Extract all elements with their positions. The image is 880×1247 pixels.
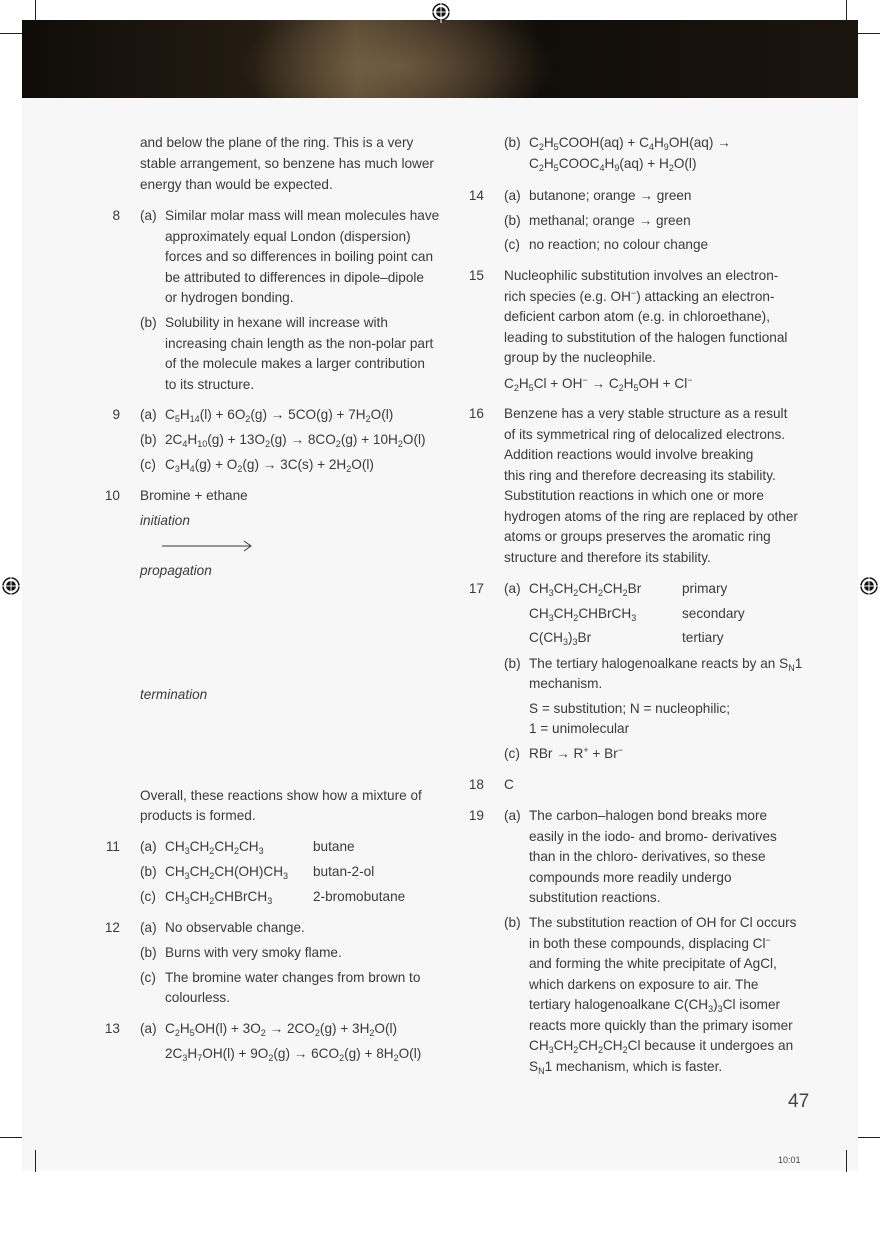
- answer-line: methanal; orange → green: [529, 213, 691, 228]
- answer-line: hydrogen atoms of the ring are replaced by other: [504, 509, 798, 524]
- formula: $CH_3CH_2CHBrCH_3$: [165, 889, 273, 906]
- answer-line: rich species (e.g. OH−) attacking an electron-: [504, 288, 775, 304]
- answer-line: mechanism.: [529, 676, 603, 691]
- answer-line: and forming the white precipitate of AgCl,: [529, 956, 777, 971]
- answer-line: leading to substitution of the halogen functional: [504, 330, 788, 345]
- answer-line: $CH_3CH_2CH_2CH_2Cl$ because it undergoes an: [529, 1038, 794, 1055]
- stage-label: termination: [140, 687, 208, 702]
- answer-line: to its structure.: [165, 377, 255, 392]
- answer-line: increasing chain length as the non-polar part: [165, 336, 434, 351]
- question-number: 11: [105, 839, 120, 854]
- answer-line: of the molecule makes a larger contribution: [165, 356, 425, 371]
- equation: $C_2H_5OH(l) + 3O_2 \to 2CO_2(g) + 3H_2O(l)$: [165, 1021, 398, 1038]
- answer-line: $S_N1$ mechanism, which is faster.: [529, 1059, 723, 1076]
- answer-line: deficient carbon atom (e.g. in chloroethane),: [504, 309, 770, 324]
- answer-line: C: [504, 777, 514, 792]
- part-label: (c): [140, 457, 156, 472]
- crop-mark: [0, 1137, 22, 1138]
- answer-line: The carbon–halogen bond breaks more: [529, 808, 768, 823]
- part-label: (c): [140, 970, 156, 985]
- answer-line: reacts more quickly than the primary isomer: [529, 1018, 793, 1033]
- answer-line: Similar molar mass will mean molecules have: [165, 208, 440, 223]
- question-number: 10: [104, 488, 120, 503]
- registration-mark-icon: [430, 1, 452, 23]
- answer-line: The tertiary halogenoalkane reacts by an $S_N1$: [529, 656, 803, 673]
- formula: $CH_3CH_2CH(OH)CH_3$: [165, 864, 289, 881]
- question-number: 17: [468, 581, 484, 596]
- answer-line: substitution reactions.: [529, 890, 661, 905]
- question-number: 18: [468, 777, 484, 792]
- header-glow: [22, 20, 858, 98]
- equation: RBr → R+ + Br−: [529, 745, 623, 761]
- answer-line: which darkens on exposure to air. The: [529, 977, 759, 992]
- answer-line: colourless.: [165, 990, 230, 1005]
- part-label: (c): [140, 889, 156, 904]
- stage-label: propagation: [140, 563, 212, 578]
- part-label: (b): [140, 945, 157, 960]
- answer-line: or hydrogen bonding.: [165, 290, 294, 305]
- answer-line: of its symmetrical ring of delocalized electrons.: [504, 427, 786, 442]
- part-label: (b): [504, 213, 521, 228]
- part-label: (a): [140, 920, 157, 935]
- answer-line: compounds more readily undergo: [529, 870, 732, 885]
- question-number: 9: [112, 407, 120, 422]
- timestamp: 10:01: [778, 1155, 801, 1165]
- answer-line: group by the nucleophile.: [504, 350, 656, 365]
- answer-line: products is formed.: [140, 808, 256, 823]
- answer-line: Overall, these reactions show how a mixture of: [140, 788, 422, 803]
- equation: $2C_3H_7OH(l) + 9O_2(g) \to 6CO_2(g) + 8H_2O(l)$: [165, 1046, 422, 1063]
- question-number: 16: [468, 406, 484, 421]
- equation: $C_2H_5Cl + OH^- \to C_2H_5OH + Cl^-$: [504, 375, 693, 393]
- part-label: (c): [504, 746, 520, 761]
- halogenoalkane-type: secondary: [682, 606, 745, 621]
- crop-mark: [846, 1150, 847, 1172]
- answer-line: easily in the iodo- and bromo- derivatives: [529, 829, 777, 844]
- answer-line: No observable change.: [165, 920, 305, 935]
- part-label: (a): [140, 1021, 157, 1036]
- formula: $CH_3CH_2CHBrCH_3$: [529, 606, 637, 623]
- answer-line: tertiary halogenoalkane $C(CH_3)_3Cl$ isomer: [529, 997, 781, 1014]
- part-label: (b): [504, 135, 521, 150]
- question-number: 12: [104, 920, 120, 935]
- part-label: (a): [140, 407, 157, 422]
- question-number: 15: [468, 268, 484, 283]
- intro-line: and below the plane of the ring. This is a very: [140, 135, 414, 150]
- answer-line: Bromine + ethane: [140, 488, 248, 503]
- formula: $CH_3CH_2CH_2CH_3$: [165, 839, 264, 856]
- answer-line: than in the chloro- derivatives, so these: [529, 849, 766, 864]
- answer-line: approximately equal London (dispersion): [165, 229, 411, 244]
- equation: $C_2H_5COOC_4H_9(aq) + H_2O(l)$: [529, 156, 697, 173]
- equation: $2C_4H_{10}(g) + 13O_2(g) \to 8CO_2(g) + 10H_2O(l)$: [165, 432, 426, 449]
- crop-mark: [35, 1150, 36, 1172]
- answer-line: this ring and therefore decreasing its stability.: [504, 468, 776, 483]
- equation: $C_2H_5COOH(aq) + C_4H_9OH(aq)$ →: [529, 135, 731, 152]
- question-number: 19: [468, 808, 484, 823]
- question-number: 13: [104, 1021, 120, 1036]
- crop-mark: [35, 0, 36, 22]
- reaction-arrow-icon: [162, 540, 254, 552]
- halogenoalkane-type: primary: [682, 581, 728, 596]
- answer-line: Benzene has a very stable structure as a result: [504, 406, 788, 421]
- answer-line: no reaction; no colour change: [529, 237, 709, 252]
- part-label: (a): [140, 208, 157, 223]
- answer-line: Solubility in hexane will increase with: [165, 315, 388, 330]
- answer-line: Substitution reactions in which one or more: [504, 488, 764, 503]
- answer-line: Burns with very smoky flame.: [165, 945, 342, 960]
- part-label: (b): [504, 656, 521, 671]
- crop-mark: [0, 33, 22, 34]
- compound-name: butane: [313, 839, 355, 854]
- registration-mark-icon: [0, 575, 22, 597]
- answer-line: atoms or groups preserves the aromatic ring: [504, 529, 771, 544]
- equation: $C_5H_{14}(l) + 6O_2(g) \to 5CO(g) + 7H_2O(l)$: [165, 407, 394, 424]
- part-label: (b): [140, 864, 157, 879]
- crop-mark: [858, 33, 880, 34]
- part-label: (a): [504, 188, 521, 203]
- answer-line: forces and so differences in boiling point can: [165, 249, 434, 264]
- formula: $CH_3CH_2CH_2CH_2Br$: [529, 581, 642, 598]
- answer-line: S = substitution; N = nucleophilic;: [529, 701, 730, 716]
- part-label: (a): [504, 808, 521, 823]
- question-number: 14: [468, 188, 484, 203]
- answer-line: be attributed to differences in dipole–dipole: [165, 270, 424, 285]
- answer-line: Nucleophilic substitution involves an electron-: [504, 268, 779, 283]
- answer-line: in both these compounds, displacing Cl−: [529, 935, 771, 951]
- intro-line: stable arrangement, so benzene has much lower: [140, 156, 434, 171]
- equation: $C_3H_4(g) + O_2(g) \to 3C(s) + 2H_2O(l)$: [165, 457, 374, 474]
- compound-name: butan-2-ol: [313, 864, 375, 879]
- compound-name: 2-bromobutane: [313, 889, 406, 904]
- question-number: 8: [112, 208, 120, 223]
- part-label: (a): [504, 581, 521, 596]
- part-label: (b): [140, 432, 157, 447]
- answer-line: Addition reactions would involve breaking: [504, 447, 754, 462]
- intro-line: energy than would be expected.: [140, 177, 333, 192]
- answer-line: The substitution reaction of OH for Cl occurs: [529, 915, 797, 930]
- registration-mark-icon: [858, 575, 880, 597]
- stage-label: initiation: [140, 513, 190, 528]
- answer-line: 1 = unimolecular: [529, 721, 630, 736]
- crop-mark: [846, 0, 847, 22]
- crop-mark: [858, 1137, 880, 1138]
- answer-line: The bromine water changes from brown to: [165, 970, 421, 985]
- part-label: (b): [504, 915, 521, 930]
- part-label: (b): [140, 315, 157, 330]
- halogenoalkane-type: tertiary: [682, 630, 724, 645]
- part-label: (a): [140, 839, 157, 854]
- page-number: 47: [788, 1091, 810, 1112]
- part-label: (c): [504, 237, 520, 252]
- answer-line: butanone; orange → green: [529, 188, 692, 203]
- formula: $C(CH_3)_3Br$: [529, 630, 592, 647]
- answer-line: structure and therefore its stability.: [504, 550, 711, 565]
